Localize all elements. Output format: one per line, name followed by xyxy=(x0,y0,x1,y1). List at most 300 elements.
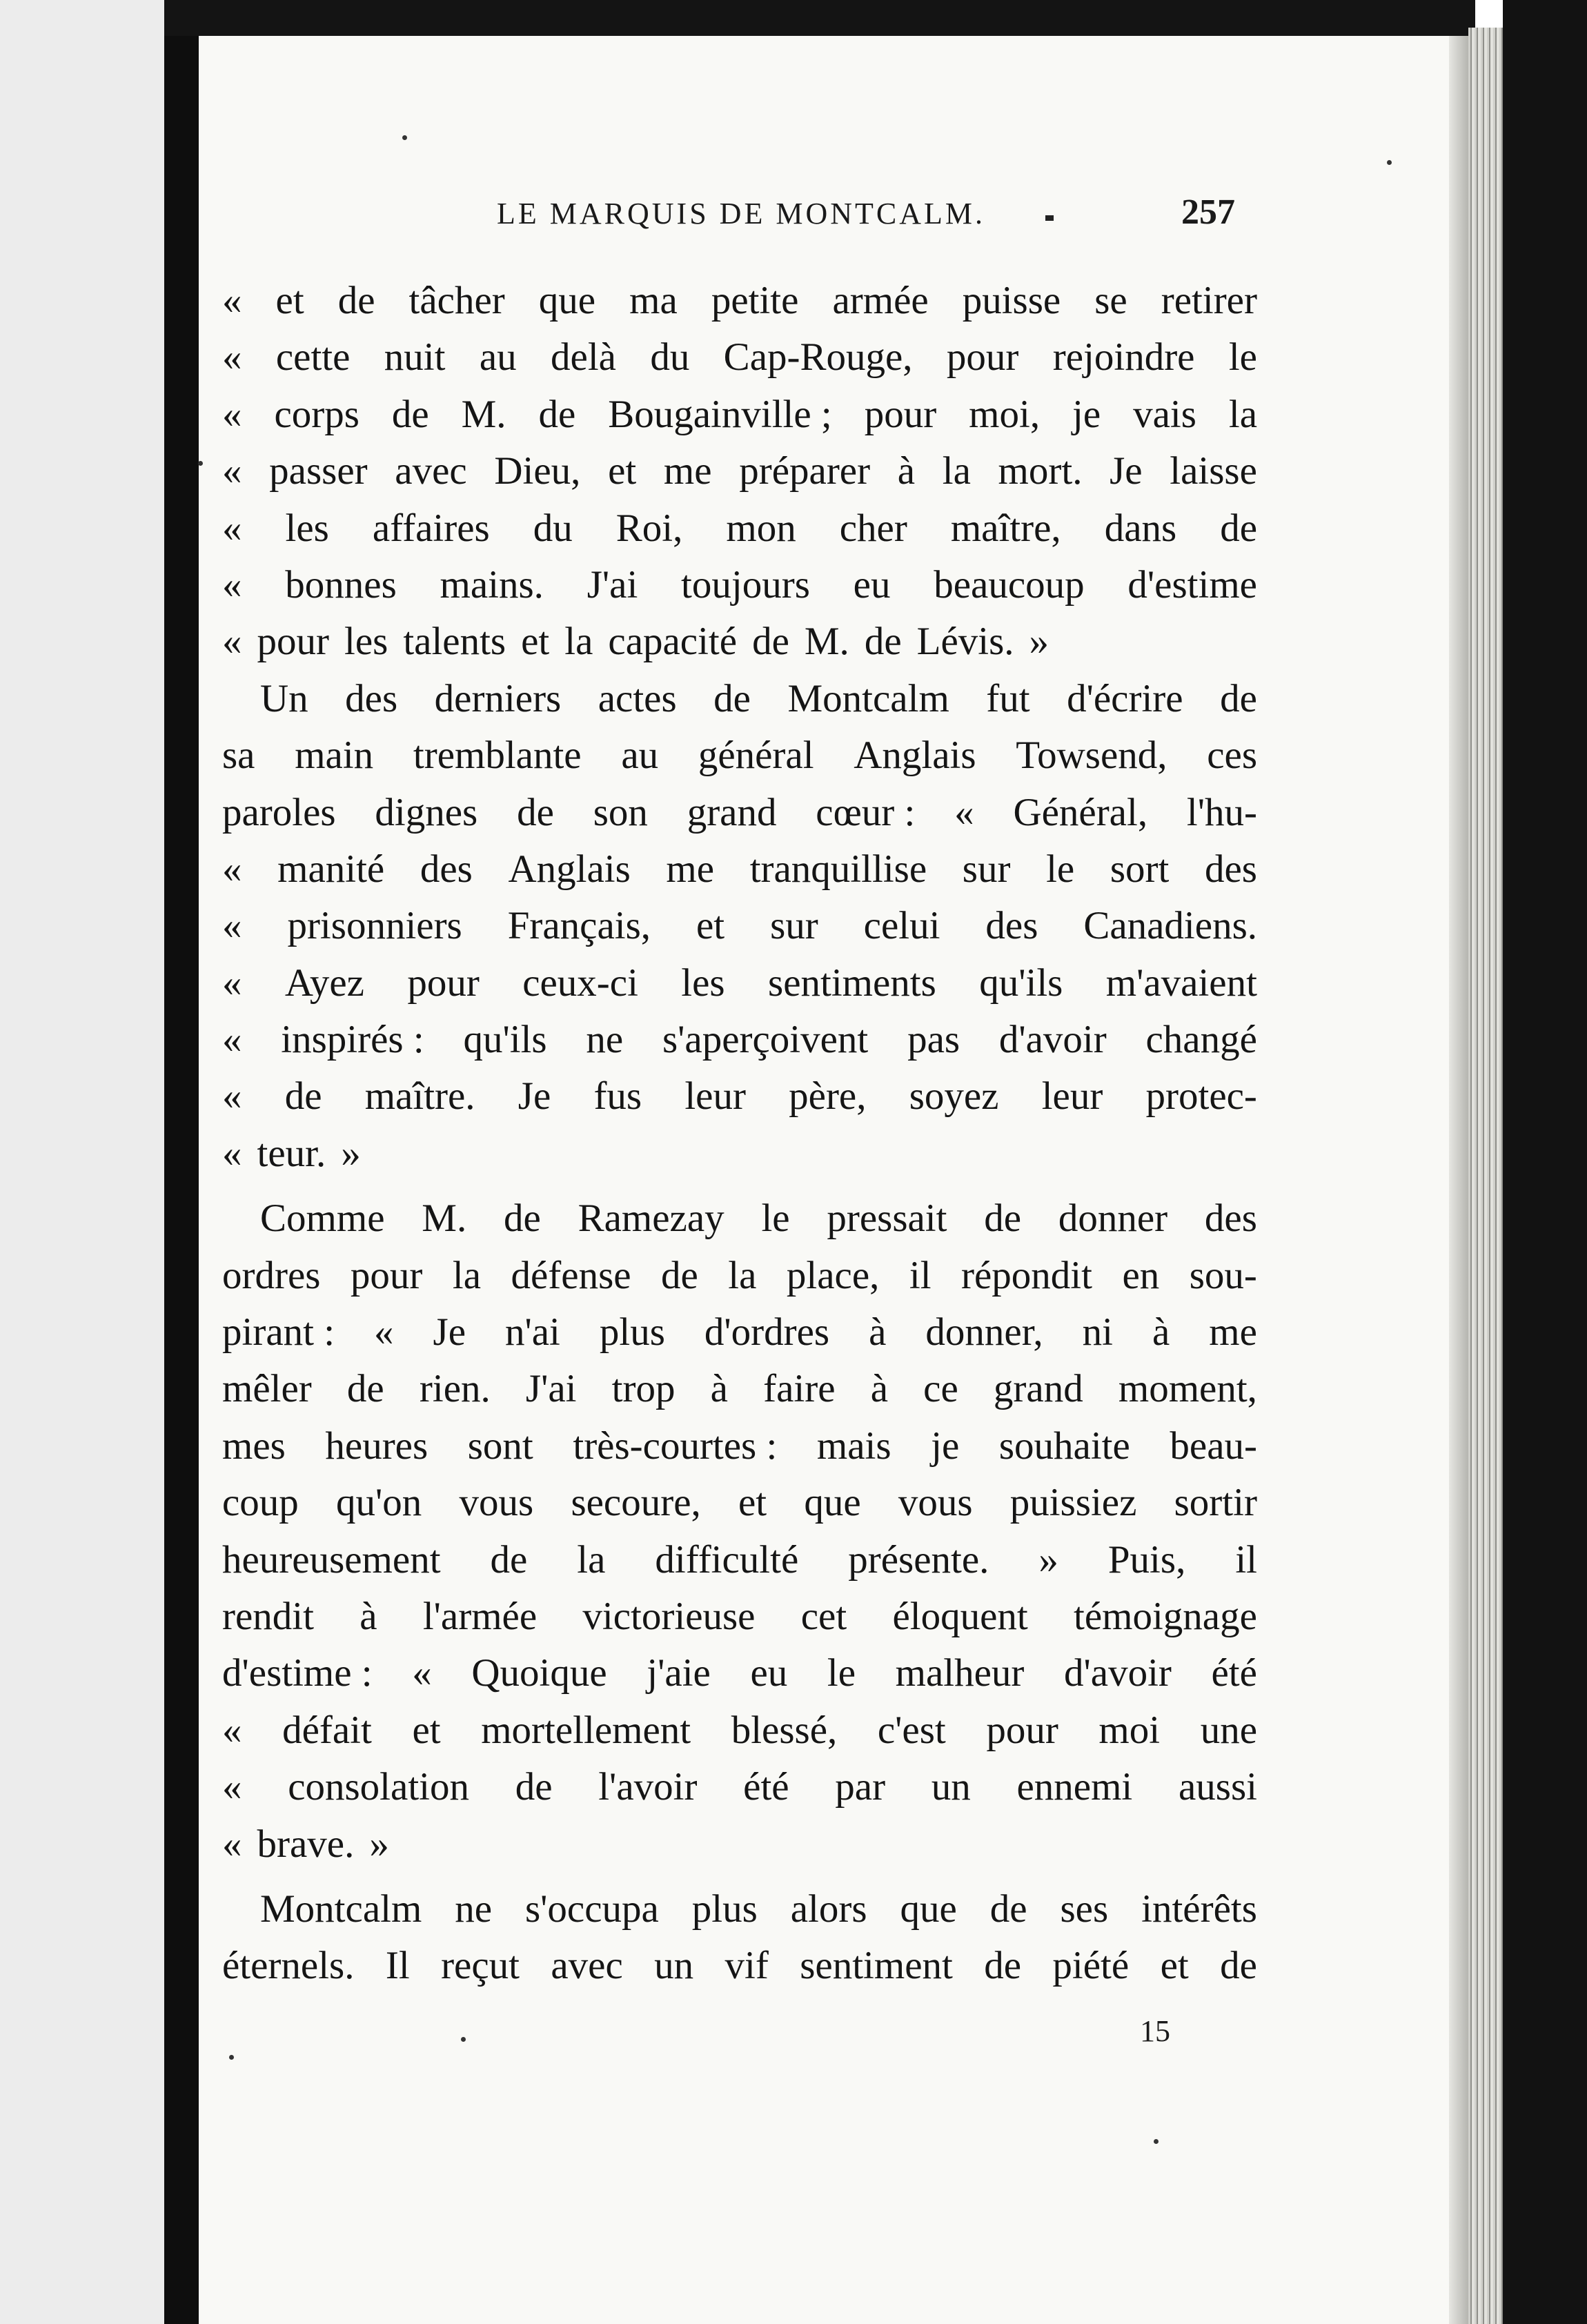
word: Je xyxy=(433,1310,466,1355)
word: que xyxy=(900,1887,957,1931)
word: plus xyxy=(691,1887,758,1931)
word: « xyxy=(222,449,242,493)
word: préparer xyxy=(739,449,871,493)
word: « xyxy=(222,392,242,436)
word: actes xyxy=(598,676,677,720)
word: la xyxy=(1228,392,1257,436)
word: qu'ils xyxy=(463,1018,547,1062)
word: pour xyxy=(350,1253,423,1297)
word: maître, xyxy=(950,506,1061,550)
signature-mark: 15 xyxy=(1140,2014,1170,2048)
word: de xyxy=(661,1253,698,1297)
word: en xyxy=(1122,1253,1160,1297)
word: bonnes xyxy=(285,562,397,607)
word: ce xyxy=(923,1367,958,1411)
ink-speck xyxy=(1387,160,1392,165)
word: heureusement xyxy=(222,1537,441,1582)
word: rien. xyxy=(419,1367,491,1411)
word: et xyxy=(1160,1944,1189,1988)
ink-speck xyxy=(461,2037,466,2042)
word: le xyxy=(1228,335,1257,380)
text-line xyxy=(222,443,1257,500)
word: Je xyxy=(518,1074,551,1119)
word: s'occupa xyxy=(524,1887,659,1931)
word: « xyxy=(954,790,974,834)
text-line xyxy=(222,671,1257,727)
word: témoignage xyxy=(1074,1594,1257,1638)
word: « xyxy=(222,1765,242,1809)
word: moment, xyxy=(1118,1367,1257,1411)
word: coup xyxy=(222,1481,299,1525)
word: mains. xyxy=(440,562,544,607)
word: Comme xyxy=(260,1197,385,1241)
word: cher xyxy=(839,506,907,550)
word: au xyxy=(479,335,517,380)
word: pressait xyxy=(827,1197,947,1241)
word: Ayez xyxy=(284,961,364,1005)
text-line xyxy=(222,1304,1257,1361)
word: la xyxy=(564,620,593,664)
word: éloquent xyxy=(892,1594,1028,1638)
facing-page xyxy=(0,0,164,2324)
word: et xyxy=(275,279,304,322)
word: mortellement xyxy=(481,1708,691,1752)
word: leur xyxy=(1041,1074,1103,1119)
word: à xyxy=(359,1594,377,1638)
word: » xyxy=(1029,620,1049,664)
word: ordres xyxy=(222,1253,321,1297)
word: beaucoup xyxy=(934,562,1085,607)
word: mes xyxy=(222,1424,286,1468)
word: sa xyxy=(222,733,255,778)
word: rejoindre xyxy=(1052,335,1195,380)
word: cœur : xyxy=(816,790,916,834)
word: Un xyxy=(260,676,308,720)
word: grand xyxy=(993,1367,1083,1411)
word: M. xyxy=(422,1197,467,1241)
word: talents xyxy=(403,620,506,664)
word: pour xyxy=(946,335,1019,380)
word: ne xyxy=(586,1018,624,1062)
word: de xyxy=(1220,676,1257,720)
word: sont xyxy=(467,1424,533,1468)
word: des xyxy=(1204,847,1257,891)
word: à xyxy=(869,1310,887,1355)
word: « xyxy=(222,1708,242,1752)
word: M. xyxy=(461,392,506,436)
word: « xyxy=(374,1310,394,1355)
word: de xyxy=(864,620,902,664)
word: des xyxy=(420,847,473,891)
word: de xyxy=(538,392,576,436)
word: « xyxy=(222,847,242,891)
text-line xyxy=(222,1068,1257,1125)
word: général xyxy=(698,733,814,778)
word: la xyxy=(728,1253,757,1297)
word: blessé, xyxy=(731,1708,838,1752)
word: vous xyxy=(459,1481,534,1525)
word: brave. xyxy=(257,1822,355,1866)
word: Montcalm xyxy=(787,676,949,720)
word: s'aperçoivent xyxy=(662,1018,869,1062)
word: un xyxy=(654,1944,694,1988)
word: du xyxy=(650,335,690,380)
word: moi, xyxy=(969,392,1041,436)
word: été xyxy=(1211,1651,1257,1695)
word: au xyxy=(621,733,659,778)
word: petite xyxy=(711,279,799,322)
word: ces xyxy=(1207,733,1257,778)
word: « xyxy=(222,1131,242,1175)
word: « xyxy=(222,1018,242,1062)
page-edge-shadow xyxy=(1449,36,1468,2324)
word: très-courtes : xyxy=(573,1424,778,1468)
word: sort xyxy=(1110,847,1170,891)
ink-speck xyxy=(402,135,407,140)
word: Quoique xyxy=(471,1651,607,1695)
word: leur xyxy=(684,1074,746,1119)
word: sentiments xyxy=(768,961,936,1005)
text-line xyxy=(222,1816,1257,1873)
word: il xyxy=(1235,1537,1257,1582)
word: intérêts xyxy=(1141,1887,1257,1931)
word: » xyxy=(369,1822,389,1866)
word: de xyxy=(490,1537,528,1582)
word: je xyxy=(1072,392,1101,436)
word: une xyxy=(1200,1708,1257,1752)
word: main xyxy=(295,733,374,778)
word: J'ai xyxy=(525,1367,577,1411)
word: « xyxy=(412,1651,432,1695)
word: le xyxy=(761,1197,790,1241)
word: n'ai xyxy=(504,1310,560,1355)
word: Roi, xyxy=(615,506,683,550)
word: reçut xyxy=(441,1944,520,1988)
word: d'estime xyxy=(1127,562,1257,607)
word: de xyxy=(713,676,751,720)
word: à xyxy=(710,1367,728,1411)
word: défait xyxy=(282,1708,372,1752)
word: l'armée xyxy=(422,1594,538,1638)
word: mort. xyxy=(998,449,1083,493)
word: » xyxy=(1038,1537,1058,1582)
word: été xyxy=(743,1765,789,1809)
text-line xyxy=(222,898,1257,954)
word: tâcher xyxy=(408,279,505,322)
word: « xyxy=(222,1822,242,1866)
ink-speck xyxy=(198,461,203,466)
word: puisse xyxy=(962,279,1061,322)
text-line xyxy=(222,1418,1257,1475)
word: Bougainville ; xyxy=(608,392,832,436)
word: d'estime : xyxy=(222,1651,373,1695)
word: changé xyxy=(1145,1018,1257,1062)
word: passer xyxy=(269,449,368,493)
word: il xyxy=(909,1253,931,1297)
word: ceux-ci xyxy=(522,961,638,1005)
word: la xyxy=(942,449,971,493)
word: Montcalm xyxy=(260,1887,422,1931)
word: j'aie xyxy=(647,1651,711,1695)
word: et xyxy=(412,1708,441,1752)
word: beau- xyxy=(1170,1424,1257,1468)
word: armée xyxy=(832,279,929,322)
word: d'ordres xyxy=(704,1310,830,1355)
text-line xyxy=(222,955,1257,1012)
word: et xyxy=(696,904,725,948)
word: « xyxy=(222,961,242,1005)
word: souhaite xyxy=(998,1424,1130,1468)
word: que xyxy=(804,1481,861,1525)
text-line xyxy=(222,1190,1257,1247)
word: derniers xyxy=(434,676,562,720)
word: delà xyxy=(551,335,616,380)
word: Je xyxy=(1110,449,1143,493)
text-line xyxy=(222,1759,1257,1815)
word: le xyxy=(1046,847,1075,891)
word: affaires xyxy=(372,506,490,550)
text-line xyxy=(222,1012,1257,1068)
word: « xyxy=(222,335,242,380)
word: à xyxy=(870,1367,888,1411)
word: moi xyxy=(1098,1708,1161,1752)
word: donner, xyxy=(925,1310,1043,1355)
word: me xyxy=(663,449,712,493)
word: « xyxy=(222,506,242,550)
word: eu xyxy=(853,562,891,607)
word: mon xyxy=(726,506,796,550)
text-line xyxy=(222,1475,1257,1531)
word: de xyxy=(1220,506,1257,550)
page-number: 257 xyxy=(1181,193,1235,232)
word: cette xyxy=(275,335,351,380)
word: mais xyxy=(816,1424,891,1468)
word: à xyxy=(1152,1310,1170,1355)
text-line xyxy=(222,841,1257,898)
word: et xyxy=(738,1481,767,1525)
word: de xyxy=(752,620,789,664)
word: ni xyxy=(1082,1310,1113,1355)
word: me xyxy=(1209,1310,1257,1355)
word: sentiment xyxy=(800,1944,953,1988)
word: place, xyxy=(786,1253,880,1297)
word: le xyxy=(827,1651,856,1695)
word: par xyxy=(835,1765,886,1809)
word: Anglais xyxy=(508,847,631,891)
word: les xyxy=(285,506,329,550)
word: sortir xyxy=(1174,1481,1257,1525)
word: difficulté xyxy=(655,1537,799,1582)
word: protec- xyxy=(1145,1074,1257,1119)
text-line xyxy=(222,1361,1257,1417)
word: consolation xyxy=(288,1765,469,1809)
word: tremblante xyxy=(413,733,582,778)
word: plus xyxy=(599,1310,665,1355)
word: de xyxy=(284,1074,322,1119)
word: de xyxy=(1220,1944,1257,1988)
word: Cap-Rouge, xyxy=(723,335,913,380)
text-line xyxy=(222,1588,1257,1645)
word: la xyxy=(577,1537,606,1582)
word: vous xyxy=(898,1481,973,1525)
word: Lévis. xyxy=(916,620,1014,664)
word: manité xyxy=(277,847,385,891)
word: Towsend, xyxy=(1016,733,1167,778)
word: heures xyxy=(325,1424,428,1468)
running-head-ornament xyxy=(1045,215,1054,221)
book-gutter xyxy=(164,0,199,2324)
word: de xyxy=(984,1944,1022,1988)
word: de xyxy=(515,1765,553,1809)
text-line xyxy=(222,1645,1257,1702)
text-line xyxy=(222,1938,1257,1994)
word: eu xyxy=(750,1651,788,1695)
text-line xyxy=(222,273,1257,329)
text-line xyxy=(222,557,1257,613)
word: de xyxy=(984,1197,1022,1241)
word: mêler xyxy=(222,1367,312,1411)
word: alors xyxy=(790,1887,867,1931)
word: Il xyxy=(385,1944,410,1988)
word: ennemi xyxy=(1016,1765,1133,1809)
word: laisse xyxy=(1170,449,1257,493)
word: Dieu, xyxy=(494,449,581,493)
word: me xyxy=(666,847,715,891)
word: qu'on xyxy=(336,1481,422,1525)
word: pour xyxy=(986,1708,1058,1752)
word: sur xyxy=(770,904,818,948)
word: Français, xyxy=(507,904,651,948)
word: qu'ils xyxy=(979,961,1063,1005)
word: trop xyxy=(611,1367,676,1411)
word: et xyxy=(608,449,637,493)
word: les xyxy=(681,961,725,1005)
word: grand xyxy=(687,790,777,834)
ink-speck xyxy=(1154,2139,1159,2144)
word: dans xyxy=(1104,506,1177,550)
word: fus xyxy=(593,1074,642,1119)
word: vif xyxy=(724,1944,769,1988)
word: aussi xyxy=(1178,1765,1257,1809)
word: pirant : xyxy=(222,1310,335,1355)
word: piété xyxy=(1052,1944,1130,1988)
word: paroles xyxy=(222,790,336,834)
word: rendit xyxy=(222,1594,314,1638)
word: « xyxy=(222,562,242,607)
word: puissiez xyxy=(1009,1481,1137,1525)
text-line xyxy=(222,386,1257,443)
text-line xyxy=(222,727,1257,784)
word: soyez xyxy=(909,1074,999,1119)
word: présente. xyxy=(848,1537,989,1582)
ink-speck xyxy=(229,2055,234,2060)
word: d'avoir xyxy=(1064,1651,1172,1695)
text-line xyxy=(222,1248,1257,1304)
word: « xyxy=(222,279,242,322)
word: éternels. xyxy=(222,1944,355,1988)
word: Anglais xyxy=(854,733,976,778)
word: teur. xyxy=(257,1131,326,1175)
text-line xyxy=(222,1125,1257,1182)
word: répondit xyxy=(961,1253,1092,1297)
word: « xyxy=(222,620,242,664)
scan-right-border xyxy=(1503,0,1587,2324)
body-text xyxy=(222,273,1257,1995)
word: m'avaient xyxy=(1105,961,1257,1005)
word: des xyxy=(985,904,1038,948)
word: inspirés : xyxy=(281,1018,424,1062)
word: de xyxy=(337,279,375,322)
word: faire xyxy=(763,1367,836,1411)
word: de xyxy=(391,392,429,436)
word: sou- xyxy=(1189,1253,1257,1297)
word: que xyxy=(538,279,596,322)
word: « xyxy=(222,1074,242,1119)
word: avec xyxy=(395,449,467,493)
text-line xyxy=(222,329,1257,386)
word: toujours xyxy=(681,562,810,607)
word: nuit xyxy=(384,335,446,380)
word: tranquillise xyxy=(749,847,927,891)
word: de xyxy=(989,1887,1027,1931)
text-line xyxy=(222,1881,1257,1938)
word: donner xyxy=(1058,1197,1168,1241)
word: du xyxy=(533,506,573,550)
word: se xyxy=(1094,279,1127,322)
text-line xyxy=(222,785,1257,841)
scan-top-border xyxy=(164,0,1475,36)
word: je xyxy=(931,1424,960,1468)
word: secoure, xyxy=(571,1481,701,1525)
word: d'écrire xyxy=(1067,676,1183,720)
running-head: LE MARQUIS DE MONTCALM. xyxy=(497,197,985,230)
word: M. xyxy=(804,620,849,664)
text-line xyxy=(222,1532,1257,1588)
word: de xyxy=(504,1197,541,1241)
word: cet xyxy=(800,1594,847,1638)
word: pour xyxy=(257,620,329,664)
word: ne xyxy=(455,1887,493,1931)
word: pour xyxy=(864,392,937,436)
text-line xyxy=(222,613,1257,670)
text-line xyxy=(222,1702,1257,1759)
word: les xyxy=(344,620,388,664)
stacked-page-edges xyxy=(1468,28,1503,2324)
word: à xyxy=(897,449,916,493)
word: capacité xyxy=(608,620,738,664)
word: de xyxy=(517,790,554,834)
word: pas xyxy=(907,1018,960,1062)
text-line xyxy=(222,500,1257,557)
word: avec xyxy=(551,1944,623,1988)
word: fut xyxy=(986,676,1030,720)
word: « xyxy=(222,904,242,948)
word: maître. xyxy=(364,1074,475,1119)
word: dignes xyxy=(375,790,478,834)
word: la xyxy=(452,1253,482,1297)
word: prisonniers xyxy=(287,904,462,948)
word: » xyxy=(341,1131,361,1175)
word: pour xyxy=(407,961,480,1005)
word: Ramezay xyxy=(578,1197,724,1241)
word: ses xyxy=(1060,1887,1109,1931)
word: celui xyxy=(863,904,940,948)
word: un xyxy=(931,1765,971,1809)
word: et xyxy=(521,620,550,664)
word: sur xyxy=(962,847,1011,891)
word: victorieuse xyxy=(582,1594,756,1638)
word: père, xyxy=(789,1074,867,1119)
